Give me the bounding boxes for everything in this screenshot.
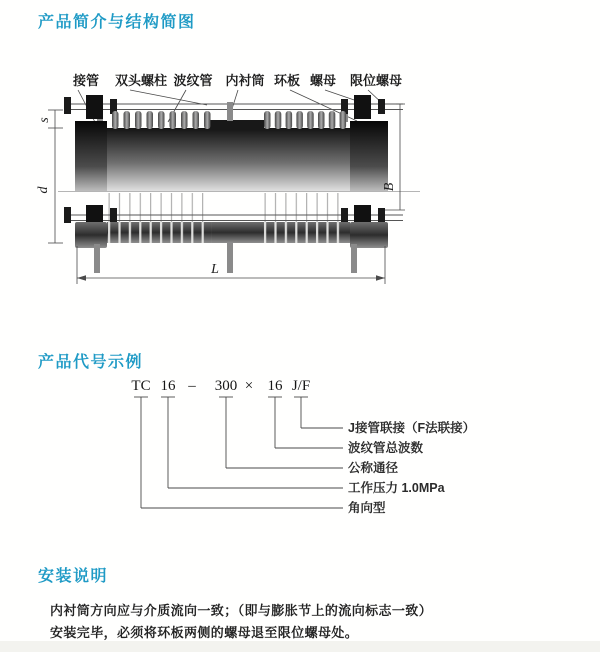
part-label-limit-nut: 限位螺母 — [349, 73, 403, 88]
part-label-nut: 螺母 — [309, 73, 337, 88]
part-label-ring-plate: 环板 — [273, 73, 301, 88]
install-text-line1: 内衬筒方向应与介质流向一致；（即与膨胀节上的流向标志一致） — [50, 603, 433, 618]
body-upper — [75, 102, 388, 191]
bellows-fins-right — [264, 111, 346, 129]
part-labels — [72, 73, 402, 88]
code-token-dash: – — [188, 378, 196, 394]
section-title-install: 安装说明 — [38, 568, 109, 585]
dim-label-b: B — [382, 182, 397, 192]
dimension-left — [48, 110, 63, 243]
code-connector-lines — [134, 397, 343, 508]
part-label-bellows: 波纹管 — [173, 73, 213, 88]
code-token-times: × — [244, 378, 254, 394]
part-label-liner: 内衬筒 — [225, 73, 265, 88]
dim-label-l: L — [211, 262, 219, 277]
code-token-diameter: 300 — [214, 378, 238, 394]
structure-diagram — [20, 64, 480, 304]
code-legend-diameter: 公称通径 — [348, 461, 399, 475]
code-legend-waves: 波纹管总波数 — [348, 441, 424, 455]
code-token-waves: 16 — [267, 378, 283, 394]
install-text-line2: 安装完毕，必须将环板两侧的螺母退至限位螺母处。 — [50, 625, 359, 640]
dim-label-s: s — [37, 117, 52, 123]
bellows-fins-left — [112, 111, 211, 129]
code-example-diagram — [120, 372, 490, 527]
part-label-stud: 双头螺柱 — [114, 73, 168, 88]
section-title-intro: 产品简介与结构简图 — [38, 14, 196, 31]
code-legend-connection: J接管联接（F法联接） — [348, 421, 476, 435]
section-title-code: 产品代号示例 — [38, 354, 144, 371]
page-bottom-strip — [0, 641, 600, 652]
code-tokens — [131, 378, 310, 394]
code-legend-pressure: 工作压力 1.0MPa — [348, 481, 445, 495]
code-legend — [348, 420, 475, 515]
code-token-pressure: 16 — [160, 378, 176, 394]
code-token-type: TC — [131, 378, 151, 394]
body-lower — [64, 193, 403, 273]
dim-label-d: d — [36, 186, 51, 194]
code-legend-type: 角向型 — [348, 501, 386, 515]
part-label-pipe: 接管 — [72, 73, 100, 88]
code-token-connection: J/F — [291, 378, 311, 394]
